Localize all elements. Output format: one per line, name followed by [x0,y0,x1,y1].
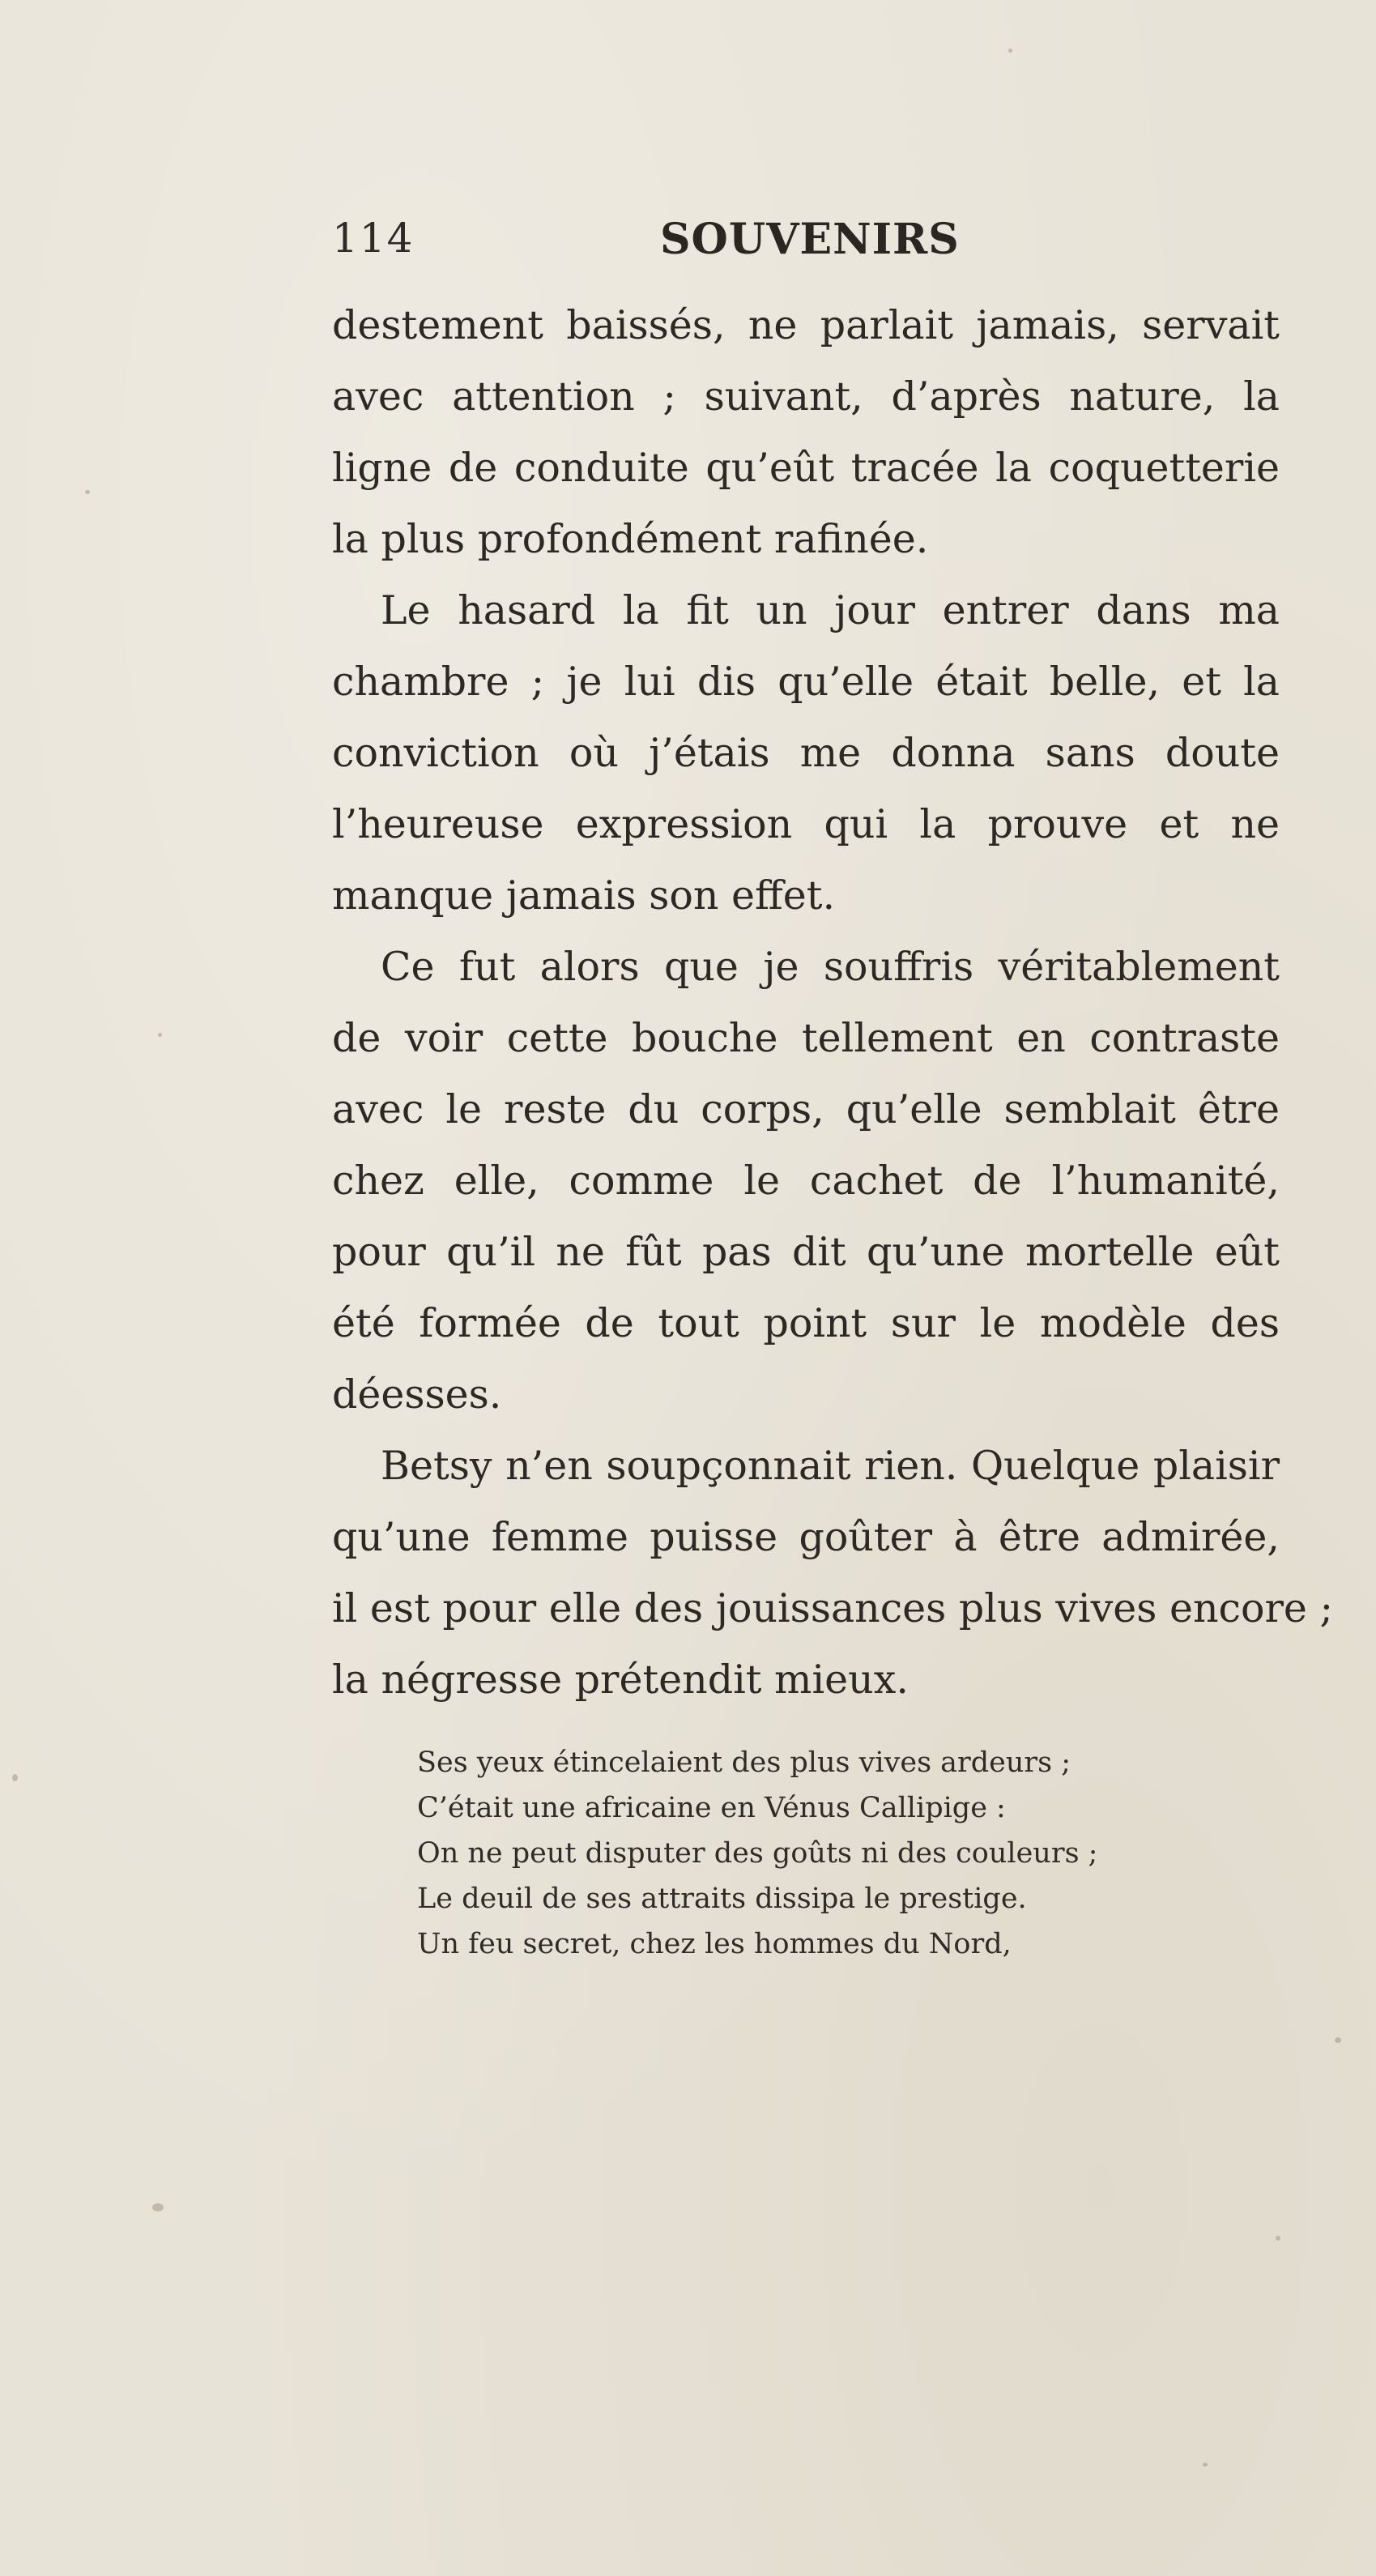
paper-speck [1335,2037,1341,2043]
text-line: la négresse prétendit mieux. [332,1657,909,1703]
paper-speck [1203,2463,1208,2467]
paragraph [332,1431,1333,1716]
verse-line: C’était une africaine en Vénus Callipige : [417,1792,1006,1824]
text-line: avec le reste du corps, qu’elle semblait être [332,1086,1280,1132]
text-line: Betsy n’en soupçonnait rien. Quelque plaisir [381,1443,1280,1489]
paper-speck [1008,49,1012,53]
paper-speck [12,1774,18,1781]
text-line: été formée de tout point sur le modèle des [332,1300,1280,1346]
verse-line: On ne peut disputer des goûts ni des couleurs ; [417,1837,1098,1870]
verse-line: Ses yeux étincelaient des plus vives ardeurs ; [417,1746,1071,1779]
paragraph [332,290,1280,575]
running-head [332,215,1288,279]
text-line: destement baissés, ne parlait jamais, servait [332,302,1280,348]
text-line: qu’une femme puisse goûter à être admirée, [332,1514,1280,1560]
text-line: l’heureuse expression qui la prouve et ne [332,801,1280,847]
text-line: conviction où j’étais me donna sans doute [332,730,1280,776]
text-line: ligne de conduite qu’eût tracée la coquetterie [332,445,1280,491]
paragraph [332,575,1280,932]
paper-speck [1276,2236,1280,2241]
text-line: manque jamais son effet. [332,872,836,919]
paper-speck [152,2203,164,2211]
text-line: Ce fut alors que je souffris véritablement [381,944,1280,990]
running-title: SOUVENIRS [660,215,960,264]
paper-speck [158,1033,162,1037]
text-line: de voir cette bouche tellement en contraste [332,1015,1280,1061]
prose-body [332,290,1333,1716]
verse-block [417,1740,1146,1967]
paper-speck [85,490,90,494]
verse-line: Le deuil de ses attraits dissipa le prestige. [417,1883,1027,1915]
paragraph [332,932,1280,1431]
text-line: la plus profondément rafinée. [332,516,929,562]
verse-line: Un feu secret, chez les hommes du Nord, [417,1928,1012,1960]
text-line: Le hasard la fit un jour entrer dans ma [381,587,1280,633]
page-number: 114 [332,215,415,262]
text-line: chez elle, comme le cachet de l’humanité, [332,1158,1280,1204]
text-line: il est pour elle des jouissances plus vives encore ; [332,1585,1333,1631]
text-line: chambre ; je lui dis qu’elle était belle, et la [332,659,1280,705]
text-line: pour qu’il ne fût pas dit qu’une mortelle eût [332,1229,1280,1275]
text-line: déesses. [332,1371,502,1418]
text-line: avec attention ; suivant, d’après nature, la [332,373,1280,420]
